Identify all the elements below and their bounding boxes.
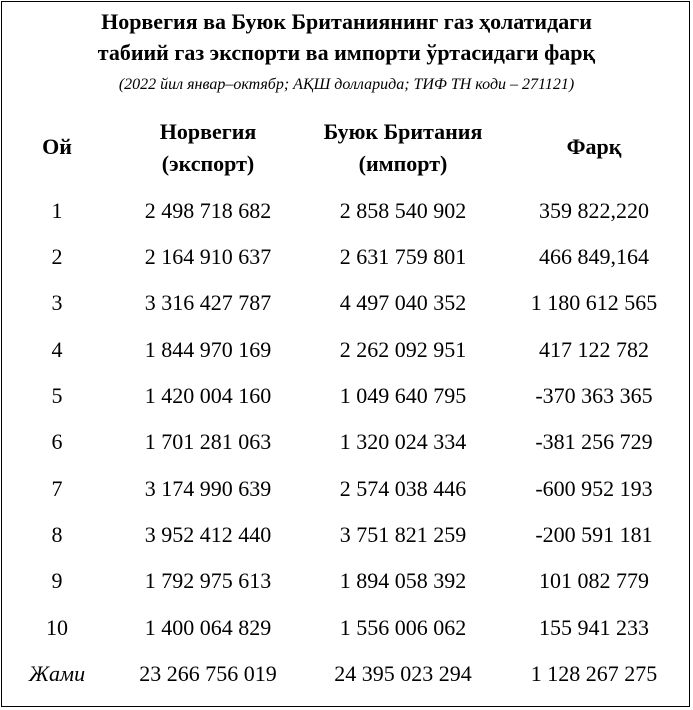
cell-norway: 1 420 004 160 [144,383,272,408]
cell-month: 7 [51,476,63,501]
cell-diff: 359 822,220 [539,198,649,223]
cell-norway: 1 792 975 613 [144,568,272,593]
cell-uk: 1 894 058 392 [339,568,467,593]
cell-uk: 2 262 092 951 [339,337,467,362]
cell-total-diff: 1 128 267 275 [530,661,658,686]
header-uk-line1: Буюк Британия [323,119,483,144]
cell-total-norway: 23 266 756 019 [139,661,277,686]
subtitle: (2022 йил январ–октябр; АҚШ долларида; ТИФ ТН коди – 271121) [118,76,575,93]
cell-diff: -370 363 365 [535,383,653,408]
cell-norway: 3 952 412 440 [144,522,272,547]
cell-month: 2 [51,244,63,269]
header-norway-line2: (экспорт) [161,151,255,176]
cell-month: 9 [51,568,63,593]
cell-uk: 1 049 640 795 [339,383,467,408]
cell-diff: -600 952 193 [535,476,653,501]
cell-uk: 4 497 040 352 [339,290,467,315]
cell-uk: 2 858 540 902 [339,198,467,223]
header-diff: Фарқ [566,134,622,159]
cell-month: 5 [51,383,63,408]
header-uk-line2: (импорт) [358,151,448,176]
cell-diff: 417 122 782 [539,337,649,362]
cell-norway: 1 701 281 063 [144,429,272,454]
cell-uk: 1 556 006 062 [339,615,467,640]
cell-diff: 155 941 233 [539,615,649,640]
header-month: Ой [42,134,72,159]
cell-month: 1 [51,198,63,223]
cell-month: 6 [51,429,63,454]
cell-uk: 1 320 024 334 [339,429,467,454]
cell-month: 10 [46,615,68,640]
header-norway-line1: Норвегия [159,119,257,144]
title-line-2: табиий газ экспорти ва импорти ўртасидаги фарқ [97,40,596,65]
cell-month: 3 [51,290,63,315]
cell-uk: 2 574 038 446 [339,476,467,501]
title-line-1: Норвегия ва Буюк Британиянинг газ ҳолатидаги [101,9,592,34]
cell-norway: 1 844 970 169 [144,337,272,362]
cell-norway: 3 174 990 639 [144,476,272,501]
cell-diff: -381 256 729 [535,429,653,454]
cell-month: 4 [51,337,63,362]
cell-uk: 2 631 759 801 [339,244,467,269]
cell-month: 8 [51,522,63,547]
cell-diff: 1 180 612 565 [530,290,658,315]
cell-norway: 1 400 064 829 [144,615,272,640]
cell-norway: 2 164 910 637 [144,244,272,269]
cell-total-label: Жами [28,661,86,686]
cell-norway: 2 498 718 682 [144,198,272,223]
cell-total-uk: 24 395 023 294 [334,661,472,686]
cell-uk: 3 751 821 259 [339,522,467,547]
cell-diff: 101 082 779 [539,568,649,593]
cell-diff: -200 591 181 [535,522,653,547]
cell-norway: 3 316 427 787 [144,290,272,315]
cell-diff: 466 849,164 [539,244,649,269]
